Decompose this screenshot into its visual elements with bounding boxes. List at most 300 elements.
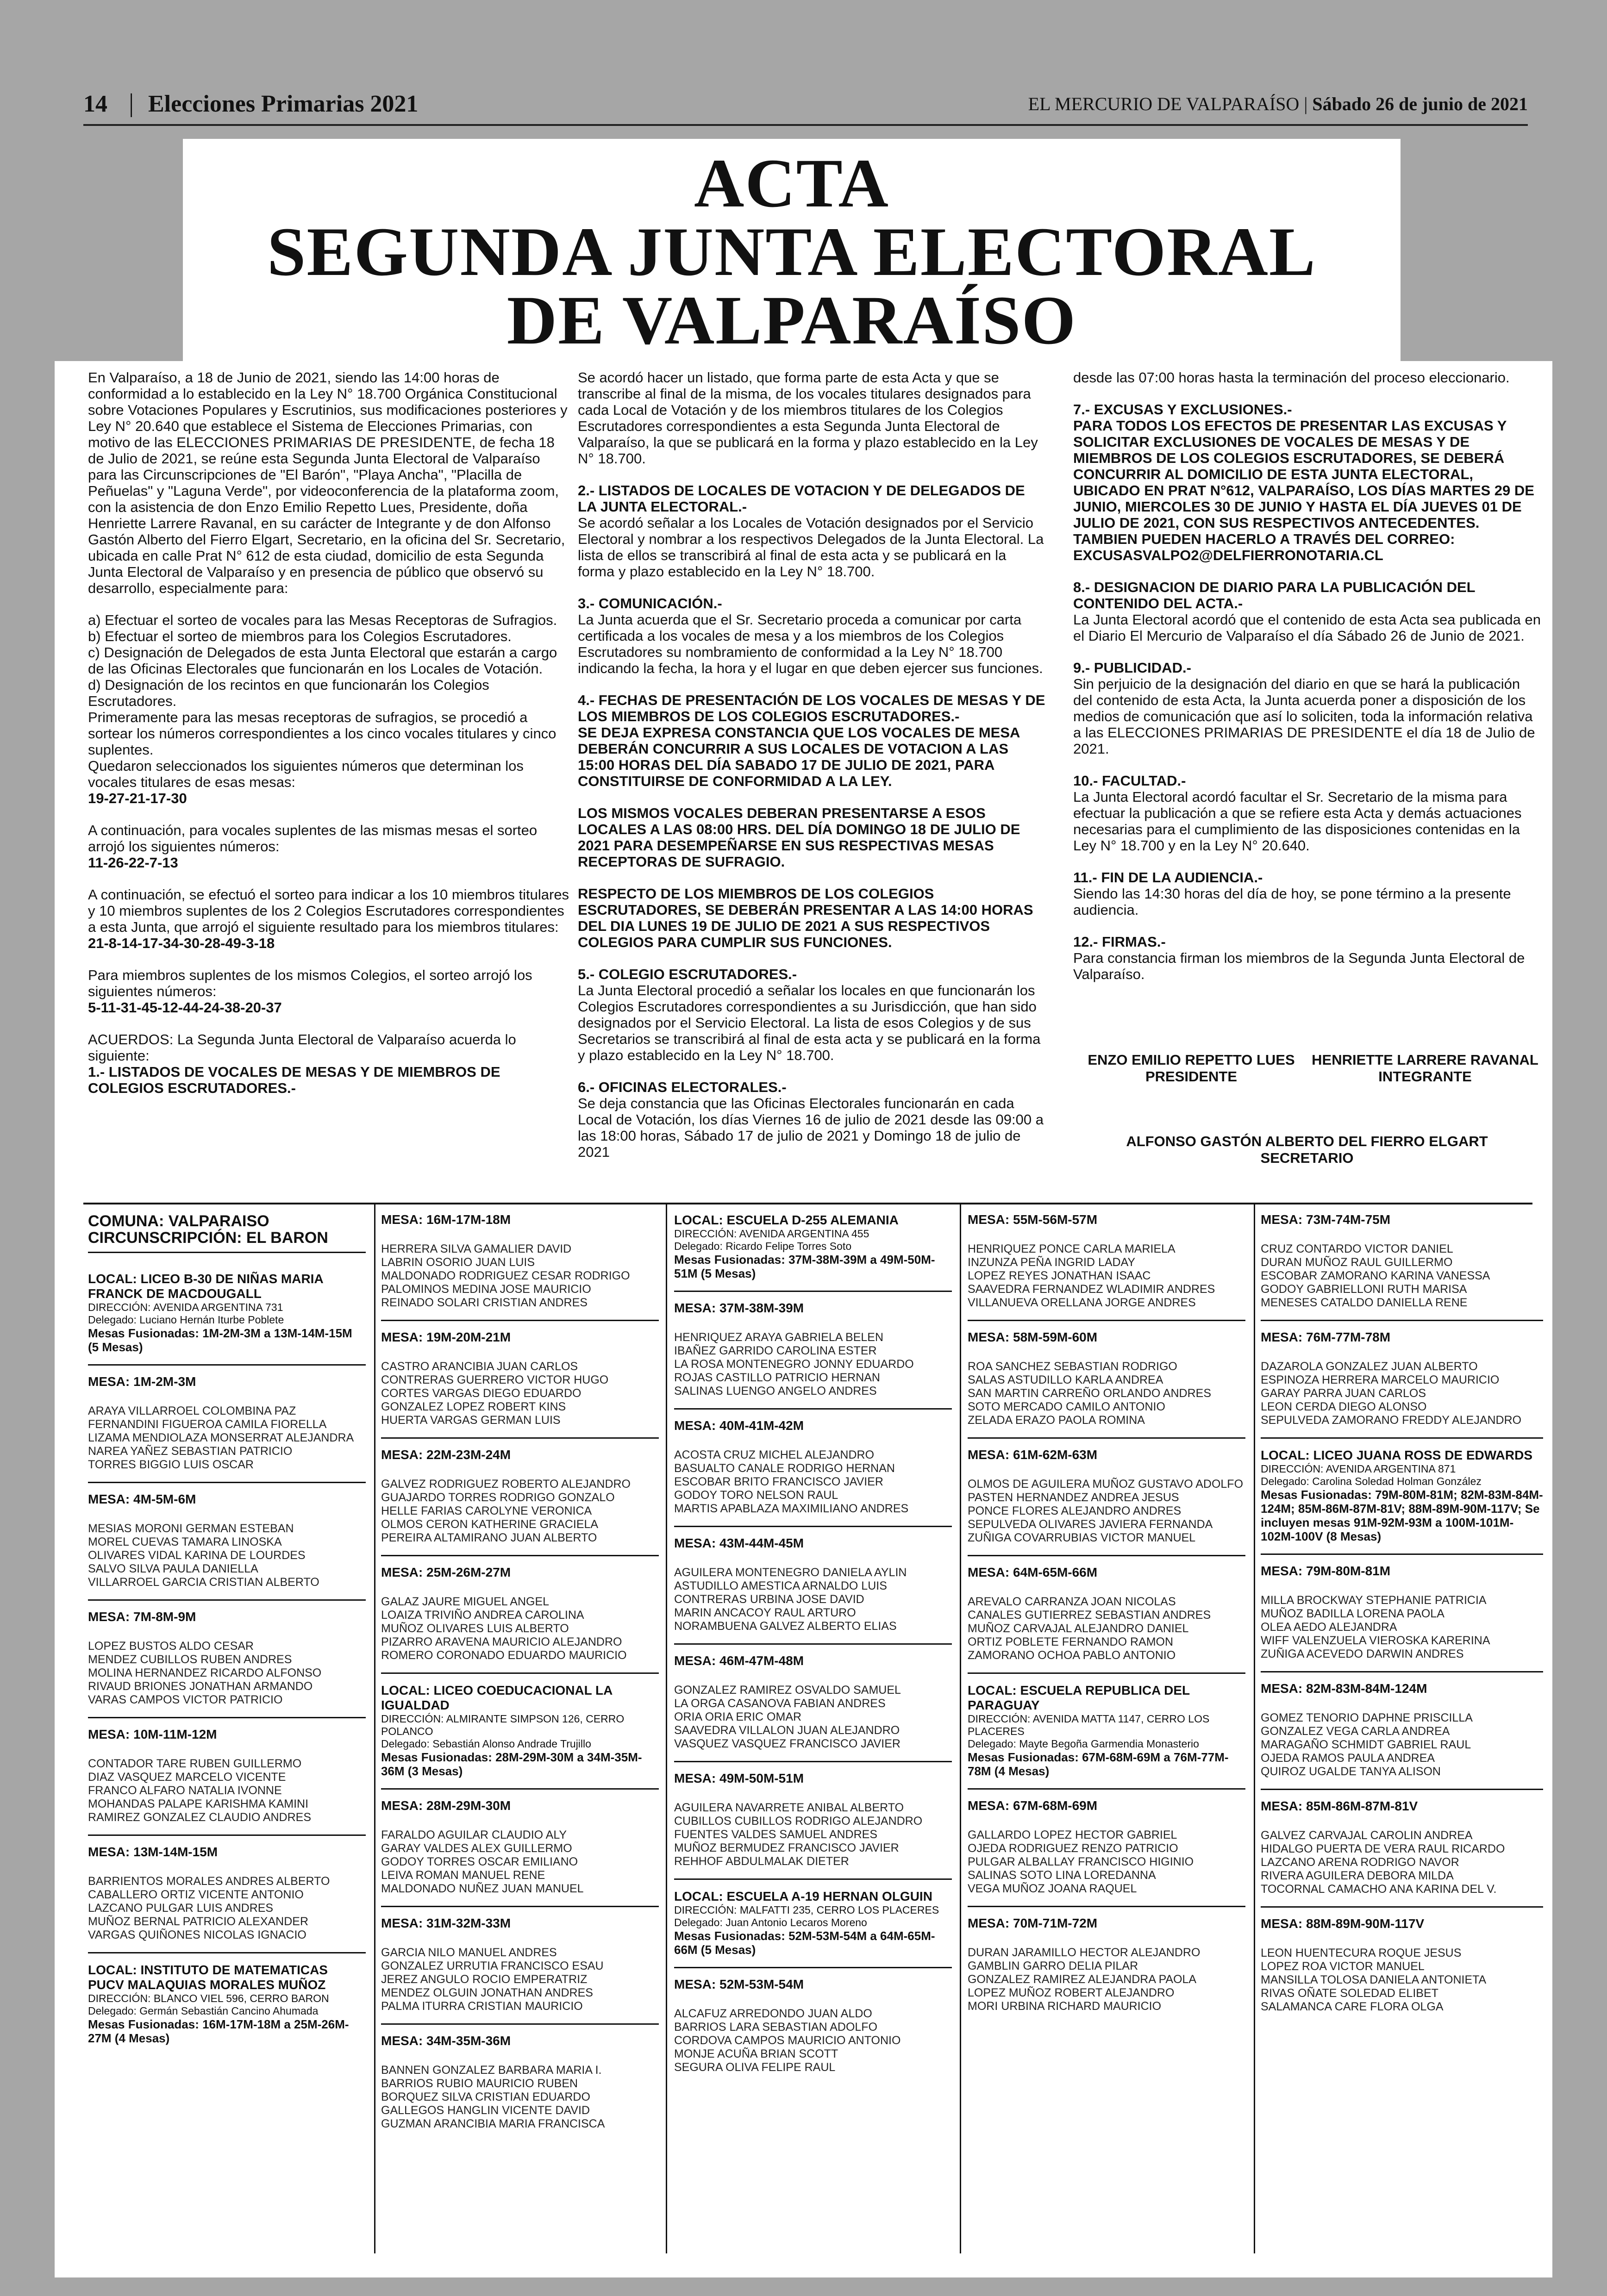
mesa-block xyxy=(381,2034,659,2131)
divider xyxy=(1261,1789,1543,1790)
mesa-block xyxy=(1261,1917,1543,2014)
mesa-block xyxy=(674,1536,952,1633)
local-block xyxy=(88,1963,366,2045)
local-block xyxy=(1261,1448,1543,1543)
mesas-fusionadas: Mesas Fusionadas: 37M-38M-39M a 49M-50M-51M (5 Mesas) xyxy=(674,1253,935,1280)
mesa-title: MESA: 46M-47M-48M xyxy=(674,1653,804,1668)
divider xyxy=(381,1906,659,1907)
vocal-name: MARTIS APABLAZA MAXIMILIANO ANDRES xyxy=(674,1502,909,1515)
vocal-name: PULGAR ALBALLAY FRANCISCO HIGINIO xyxy=(968,1855,1194,1868)
listing-column-3 xyxy=(674,1213,952,2074)
vocal-name: OLIVARES VIDAL KARINA DE LOURDES xyxy=(88,1549,306,1562)
numbers-colegios-suplentes: 5-11-31-45-12-44-24-38-20-37 xyxy=(88,999,282,1016)
vocal-name: RIVERA AGUILERA DEBORA MILDA xyxy=(1261,1869,1454,1882)
heading-8: 8.- DESIGNACION DE DIARIO PARA LA PUBLICACIÓN DEL CONTENIDO DEL ACTA.- xyxy=(1073,579,1476,611)
item-b: b) Efectuar el sorteo de miembros para los Colegios Escrutadores. xyxy=(88,628,512,644)
local-block xyxy=(674,1889,952,1957)
paragraph: Quedaron seleccionados los siguientes números que determinan los vocales titulares de esas mesas: xyxy=(88,758,524,790)
vocal-name: RAMIREZ GONZALEZ CLAUDIO ANDRES xyxy=(88,1811,312,1824)
vocal-name: SALAS ASTUDILLO KARLA ANDREA xyxy=(968,1373,1163,1386)
vocal-name: GALLEGOS HANGLIN VICENTE DAVID xyxy=(381,2104,590,2117)
vocal-name: MENDEZ CUBILLOS RUBEN ANDRES xyxy=(88,1653,292,1666)
vocal-name: ZUÑIGA COVARRUBIAS VICTOR MANUEL xyxy=(968,1531,1196,1544)
local-delegate: Delegado: Sebastián Alonso Andrade Trujillo xyxy=(381,1738,591,1750)
vocal-name: BANNEN GONZALEZ BARBARA MARIA I. xyxy=(381,2064,602,2077)
local-block xyxy=(88,1272,366,1354)
vocal-name: GODOY TORRES OSCAR EMILIANO xyxy=(381,1855,578,1868)
vocal-name: MONJE ACUÑA BRIAN SCOTT xyxy=(674,2047,838,2060)
vocal-name: ESCOBAR ZAMORANO KARINA VANESSA xyxy=(1261,1269,1490,1282)
column-divider xyxy=(960,1203,961,2253)
vocal-name: BASUALTO CANALE RODRIGO HERNAN xyxy=(674,1462,895,1475)
vocal-name: GALVEZ CARVAJAL CAROLIN ANDREA xyxy=(1261,1829,1473,1842)
newspaper-name: EL MERCURIO DE VALPARAÍSO xyxy=(1028,94,1300,114)
vocal-name: LAZCANO PULGAR LUIS ANDRES xyxy=(88,1902,274,1915)
mesas-fusionadas: Mesas Fusionadas: 16M-17M-18M a 25M-26M-27M (4 Mesas) xyxy=(88,2017,349,2045)
local-title: LOCAL: LICEO B-30 DE NIÑAS MARIA FRANCK DE MACDOUGALL xyxy=(88,1272,323,1301)
local-address: DIRECCIÓN: ALMIRANTE SIMPSON 126, CERRO POLANCO xyxy=(381,1713,625,1737)
divider xyxy=(88,1252,366,1253)
mesa-block xyxy=(968,1448,1245,1545)
mesa-block xyxy=(381,1916,659,2013)
paragraph: A continuación, se efectuó el sorteo para indicar a los 10 miembros titulares y 10 miembros suplentes de los 2 Colegios Escrutadores correspondientes a esta Junta, que arrojó el siguiente resultado para los miembros titulares: xyxy=(88,886,569,935)
vocal-name: ESPINOZA HERRERA MARCELO MAURICIO xyxy=(1261,1373,1500,1386)
divider xyxy=(1261,1554,1543,1555)
vocal-name: ZELADA ERAZO PAOLA ROMINA xyxy=(968,1414,1145,1427)
notice-colegios: RESPECTO DE LOS MIEMBROS DE LOS COLEGIOS ESCRUTADORES, SE DEBERÁN PRESENTAR A LAS 14:00 HORAS DEL DIA LUNES 19 DE JULIO DE 2021 A SUS RESPECTIVOS COLEGIOS PARA CUMPLIR SUS FUNCIONES. xyxy=(578,886,1033,950)
local-block xyxy=(968,1683,1245,1778)
divider xyxy=(1261,1437,1543,1439)
mesa-title: MESA: 79M-80M-81M xyxy=(1261,1564,1391,1578)
mesa-block xyxy=(968,1916,1245,2013)
vocal-name: MARIN ANCACOY RAUL ARTURO xyxy=(674,1606,856,1619)
mesa-block xyxy=(674,1654,952,1751)
mesa-title: MESA: 55M-56M-57M xyxy=(968,1212,1098,1227)
numbers-colegios-titulares: 21-8-14-17-34-30-28-49-3-18 xyxy=(88,935,275,951)
local-address: DIRECCIÓN: AVENIDA ARGENTINA 871 xyxy=(1261,1463,1456,1475)
mesa-title: MESA: 88M-89M-90M-117V xyxy=(1261,1916,1425,1931)
heading-1: 1.- LISTADOS DE VOCALES DE MESAS Y DE MIEMBROS DE COLEGIOS ESCRUTADORES.- xyxy=(88,1064,500,1096)
mesa-block xyxy=(88,1845,366,1942)
vocal-name: IBAÑEZ GARRIDO CAROLINA ESTER xyxy=(674,1344,877,1357)
vocal-name: TORRES BIGGIO LUIS OSCAR xyxy=(88,1458,254,1471)
document-body xyxy=(55,361,1552,2277)
vocal-name: MANSILLA TOLOSA DANIELA ANTONIETA xyxy=(1261,1973,1487,1986)
vocal-name: LOPEZ BUSTOS ALDO CESAR xyxy=(88,1640,254,1653)
vocal-name: OJEDA RAMOS PAULA ANDREA xyxy=(1261,1752,1435,1765)
mesas-fusionadas: Mesas Fusionadas: 1M-2M-3M a 13M-14M-15M (5 Mesas) xyxy=(88,1326,352,1354)
vocal-name: PASTEN HERNANDEZ ANDREA JESUS xyxy=(968,1491,1179,1504)
mesa-block xyxy=(381,1566,659,1662)
divider xyxy=(968,1437,1245,1439)
vocal-name: ESCOBAR BRITO FRANCISCO JAVIER xyxy=(674,1475,883,1488)
vocal-name: VEGA MUÑOZ JOANA RAQUEL xyxy=(968,1882,1137,1895)
local-delegate: Delegado: Mayte Begoña Garmendia Monasterio xyxy=(968,1738,1199,1750)
mesa-title: MESA: 10M-11M-12M xyxy=(88,1727,217,1741)
paragraph: Se acordó hacer un listado, que forma parte de esta Acta y que se transcribe al final de la misma, de los vocales titulares designados para cada Local de Votación y de los miembros titulares de los Colegios Escrutadores correspondientes a esta Segunda Junta Electoral de Valparaíso, la que se publicará en la forma y plazo establecido en la Ley N° 18.700. xyxy=(578,369,1038,467)
mesas-fusionadas: Mesas Fusionadas: 79M-80M-81M; 82M-83M-84M-124M; 85M-86M-87M-81V; 88M-89M-90M-117V; Se incluyen mesas 91M-92M-93M a 100M-101M-102M-100V (8 Mesas) xyxy=(1261,1488,1543,1543)
local-title: LOCAL: INSTITUTO DE MATEMATICAS PUCV MALAQUIAS MORALES MUÑOZ xyxy=(88,1963,328,1992)
vocal-name: QUIROZ UGALDE TANYA ALISON xyxy=(1261,1765,1441,1778)
mesa-title: MESA: 4M-5M-6M xyxy=(88,1492,196,1506)
signature-integrante xyxy=(1305,1052,1545,1085)
local-delegate: Delegado: Ricardo Felipe Torres Soto xyxy=(674,1240,852,1252)
vocal-name: ZUÑIGA ACEVEDO DARWIN ANDRES xyxy=(1261,1647,1464,1660)
vocal-name: CUBILLOS CUBILLOS RODRIGO ALEJANDRO xyxy=(674,1815,923,1828)
vocal-name: DIAZ VASQUEZ MARCELO VICENTE xyxy=(88,1771,286,1784)
mesa-block xyxy=(968,1799,1245,1896)
vocal-name: SOTO MERCADO CAMILO ANTONIO xyxy=(968,1400,1165,1413)
vocal-name: LA ROSA MONTENEGRO JONNY EDUARDO xyxy=(674,1358,914,1371)
mesa-block xyxy=(1261,1799,1543,1896)
title-line-3: DE VALPARAÍSO xyxy=(506,282,1077,359)
local-block xyxy=(381,1683,659,1778)
vocal-name: ACOSTA CRUZ MICHEL ALEJANDRO xyxy=(674,1448,875,1461)
listing-column-5 xyxy=(1261,1213,1543,2014)
paragraph: Primeramente para las mesas receptoras de sufragios, se procedió a sortear los números correspondientes a los cinco vocales titulares y cinco suplentes. xyxy=(88,709,557,758)
vocal-name: LEON CERDA DIEGO ALONSO xyxy=(1261,1400,1427,1413)
vocal-name: MORI URBINA RICHARD MAURICIO xyxy=(968,2000,1162,2013)
divider xyxy=(88,1834,366,1836)
vocal-name: MOREL CUEVAS TAMARA LINOSKA xyxy=(88,1535,282,1548)
paragraph: La Junta Electoral procedió a señalar los locales en que funcionarán los Colegios Escrutadores correspondientes a su Jurisdicción, que han sido designados por el Servicio Electoral. La lista de esos Colegios y de sus Secretarios se transcribirá al final de esta acta y se publicará en la forma y plazo establecido en la Ley N° 18.700. xyxy=(578,982,1041,1063)
vocal-name: LA ORGA CASANOVA FABIAN ANDRES xyxy=(674,1697,886,1710)
notice-vocales: SE DEJA EXPRESA CONSTANCIA QUE LOS VOCALES DE MESA DEBERÁN CONCURRIR A SUS LOCALES DE VOTACION A LAS 15:00 HORAS DEL DÍA SABADO 17 DE JULIO DE 2021, PARA CONSTITUIRSE DE CONFORMIDAD A LA LEY. xyxy=(578,724,1020,789)
vocal-name: LOPEZ ROA VICTOR MANUEL xyxy=(1261,1960,1425,1973)
paragraph: Se deja constancia que las Oficinas Electorales funcionarán en cada Local de Votación, los días Viernes 16 de julio de 2021 desde las 09:00 a las 18:00 horas, Sábado 17 de julio de 2021 y Domingo 18 de julio de 2021 xyxy=(578,1095,1044,1160)
vocal-name: SALINAS LUENGO ANGELO ANDRES xyxy=(674,1385,877,1398)
mesa-block xyxy=(1261,1213,1543,1310)
vocal-name: SEPULVEDA ZAMORANO FREDDY ALEJANDRO xyxy=(1261,1414,1522,1427)
vocal-name: VILLARROEL GARCIA CRISTIAN ALBERTO xyxy=(88,1576,319,1589)
mesa-block xyxy=(381,1799,659,1896)
vocal-name: REINADO SOLARI CRISTIAN ANDRES xyxy=(381,1296,588,1309)
mesa-title: MESA: 31M-32M-33M xyxy=(381,1916,511,1930)
local-title: LOCAL: ESCUELA REPUBLICA DEL PARAGUAY xyxy=(968,1683,1190,1712)
vocal-name: GARAY PARRA JUAN CARLOS xyxy=(1261,1387,1426,1400)
mesa-title: MESA: 64M-65M-66M xyxy=(968,1565,1098,1579)
paragraph: A continuación, para vocales suplentes de las mismas mesas el sorteo arrojó los siguientes números: xyxy=(88,822,538,855)
local-title: LOCAL: ESCUELA D-255 ALEMANIA xyxy=(674,1213,899,1227)
vocal-name: ORIA ORIA ERIC OMAR xyxy=(674,1710,802,1723)
vocal-name: LIZAMA MENDIOLAZA MONSERRAT ALEJANDRA xyxy=(88,1431,354,1444)
vocal-name: MALDONADO NUÑEZ JUAN MANUEL xyxy=(381,1882,584,1895)
mesa-block xyxy=(381,1330,659,1427)
mesa-title: MESA: 19M-20M-21M xyxy=(381,1330,511,1344)
vocal-name: FARALDO AGUILAR CLAUDIO ALY xyxy=(381,1828,567,1841)
vocal-name: PIZARRO ARAVENA MAURICIO ALEJANDRO xyxy=(381,1635,622,1648)
vocal-name: LEON HUENTECURA ROQUE JESUS xyxy=(1261,1947,1462,1959)
heading-3: 3.- COMUNICACIÓN.- xyxy=(578,595,722,611)
vocal-name: BORQUEZ SILVA CRISTIAN EDUARDO xyxy=(381,2090,590,2103)
vocal-name: GONZALEZ URRUTIA FRANCISCO ESAU xyxy=(381,1959,604,1972)
local-delegate: Delegado: Germán Sebastián Cancino Ahumada xyxy=(88,2005,319,2017)
vocal-name: SALAMANCA CARE FLORA OLGA xyxy=(1261,2000,1444,2013)
vocal-name: LOAIZA TRIVIÑO ANDREA CAROLINA xyxy=(381,1609,584,1622)
divider xyxy=(381,1320,659,1321)
vocal-name: LAZCANO ARENA RODRIGO NAVOR xyxy=(1261,1856,1459,1869)
divider xyxy=(88,1952,366,1953)
vocal-name: HERRERA SILVA GAMALIER DAVID xyxy=(381,1242,572,1255)
listing-column-1 xyxy=(88,1213,366,2045)
title-block xyxy=(183,139,1401,361)
signer-name: HENRIETTE LARRERE RAVANAL xyxy=(1312,1052,1538,1068)
vocal-name: AREVALO CARRANZA JOAN NICOLAS xyxy=(968,1595,1176,1608)
item-c: c) Designación de Delegados de esta Junta Electoral que estarán a cargo de las Oficinas Electorales que funcionarán en los Locales de Votación. xyxy=(88,644,557,677)
vocal-name: LEIVA ROMAN MANUEL RENE xyxy=(381,1869,545,1882)
divider xyxy=(1261,1906,1543,1908)
paragraph: Para miembros suplentes de los mismos Colegios, el sorteo arrojó los siguientes números: xyxy=(88,967,532,999)
vocal-name: AGUILERA MONTENEGRO DANIELA AYLIN xyxy=(674,1566,907,1579)
vocal-name: GONZALEZ RAMIREZ ALEJANDRA PAOLA xyxy=(968,1973,1197,1986)
vocal-name: CASTRO ARANCIBIA JUAN CARLOS xyxy=(381,1360,578,1373)
mesa-block xyxy=(1261,1564,1543,1661)
mesa-block xyxy=(88,1375,366,1472)
divider xyxy=(674,1526,952,1527)
signer-role: PRESIDENTE xyxy=(1145,1068,1238,1085)
vocal-name: CORTES VARGAS DIEGO EDUARDO xyxy=(381,1387,582,1400)
mesa-title: MESA: 76M-77M-78M xyxy=(1261,1330,1391,1344)
heading-4: 4.- FECHAS DE PRESENTACIÓN DE LOS VOCALES DE MESAS Y DE LOS MIEMBROS DE LOS COLEGIOS ESCRUTADORES.- xyxy=(578,692,1045,724)
column-divider xyxy=(1254,1203,1255,2253)
vocal-name: CORDOVA CAMPOS MAURICIO ANTONIO xyxy=(674,2034,901,2047)
mesa-title: MESA: 70M-71M-72M xyxy=(968,1916,1098,1930)
divider xyxy=(968,1672,1245,1674)
vocal-name: SAAVEDRA FERNANDEZ WLADIMIR ANDRES xyxy=(968,1283,1215,1296)
mesa-title: MESA: 28M-29M-30M xyxy=(381,1798,511,1813)
mesa-block xyxy=(674,1772,952,1868)
vocal-name: FRANCO ALFARO NATALIA IVONNE xyxy=(88,1784,282,1797)
divider xyxy=(381,1555,659,1556)
vocal-name: HIDALGO PUERTA DE VERA RAUL RICARDO xyxy=(1261,1842,1505,1855)
mesa-block xyxy=(381,1448,659,1545)
publication-date: Sábado 26 de junio de 2021 xyxy=(1312,94,1528,114)
divider xyxy=(674,1967,952,1968)
vocal-name: MARAGAÑO SCHMIDT GABRIEL RAUL xyxy=(1261,1738,1471,1751)
mesa-title: MESA: 67M-68M-69M xyxy=(968,1798,1098,1813)
vocal-name: OLMOS CERON KATHERINE GRACIELA xyxy=(381,1518,599,1531)
mesa-title: MESA: 22M-23M-24M xyxy=(381,1447,511,1462)
divider xyxy=(1261,1320,1543,1321)
mesa-title: MESA: 25M-26M-27M xyxy=(381,1565,511,1579)
local-title: LOCAL: LICEO JUANA ROSS DE EDWARDS xyxy=(1261,1448,1532,1462)
vocal-name: MUÑOZ BERNAL PATRICIO ALEXANDER xyxy=(88,1915,309,1928)
vocal-name: FERNANDINI FIGUEROA CAMILA FIORELLA xyxy=(88,1418,327,1431)
vocal-name: LOPEZ MUÑOZ ROBERT ALEJANDRO xyxy=(968,1986,1175,1999)
vocal-name: NAREA YAÑEZ SEBASTIAN PATRICIO xyxy=(88,1445,293,1458)
vocal-name: PONCE FLORES ALEJANDRO ANDRES xyxy=(968,1504,1182,1517)
text-column-1 xyxy=(88,369,569,1096)
vocal-name: HENRIQUEZ ARAYA GABRIELA BELEN xyxy=(674,1331,884,1344)
comuna-label: COMUNA: VALPARAISO xyxy=(88,1212,269,1230)
mesa-block xyxy=(1261,1682,1543,1778)
vocal-name: ZAMORANO OCHOA PABLO ANTONIO xyxy=(968,1649,1176,1662)
mesas-fusionadas: Mesas Fusionadas: 52M-53M-54M a 64M-65M-66M (5 Mesas) xyxy=(674,1929,935,1957)
vocal-name: SEPULVEDA OLIVARES JAVIERA FERNANDA xyxy=(968,1518,1213,1531)
local-address: DIRECCIÓN: MALFATTI 235, CERRO LOS PLACERES xyxy=(674,1904,939,1916)
vocal-name: LABRIN OSORIO JUAN LUIS xyxy=(381,1256,535,1269)
mesa-title: MESA: 52M-53M-54M xyxy=(674,1977,804,1991)
circunscripcion-label: CIRCUNSCRIPCIÓN: EL BARON xyxy=(88,1229,328,1247)
vocal-name: OLMOS DE AGUILERA MUÑOZ GUSTAVO ADOLFO xyxy=(968,1478,1244,1491)
mesa-block xyxy=(674,1978,952,2074)
mesa-title: MESA: 40M-41M-42M xyxy=(674,1418,804,1433)
header-separator: | xyxy=(129,89,134,118)
vocal-name: GONZALEZ RAMIREZ OSVALDO SAMUEL xyxy=(674,1684,901,1697)
vocal-name: GONZALEZ VEGA CARLA ANDREA xyxy=(1261,1725,1450,1738)
mesa-title: MESA: 37M-38M-39M xyxy=(674,1301,804,1315)
divider xyxy=(88,1482,366,1483)
mesa-block xyxy=(968,1566,1245,1662)
vocal-name: ORTIZ POBLETE FERNANDO RAMON xyxy=(968,1635,1174,1648)
local-address: DIRECCIÓN: AVENIDA ARGENTINA 455 xyxy=(674,1228,869,1240)
column-divider xyxy=(374,1203,375,2253)
divider xyxy=(381,1672,659,1674)
vocal-name: TOCORNAL CAMACHO ANA KARINA DEL V. xyxy=(1261,1883,1497,1896)
page-header xyxy=(83,90,1528,123)
mesa-block xyxy=(968,1213,1245,1310)
vocal-name: GALLARDO LOPEZ HECTOR GABRIEL xyxy=(968,1828,1177,1841)
item-a: a) Efectuar el sorteo de vocales para las Mesas Receptoras de Sufragios. xyxy=(88,612,557,628)
vocal-name: ASTUDILLO AMESTICA ARNALDO LUIS xyxy=(674,1579,887,1592)
mesa-title: MESA: 16M-17M-18M xyxy=(381,1212,511,1227)
heading-6: 6.- OFICINAS ELECTORALES.- xyxy=(578,1079,787,1095)
vocal-name: AGUILERA NAVARRETE ANIBAL ALBERTO xyxy=(674,1801,904,1814)
page-number: 14 xyxy=(83,91,107,117)
mesa-title: MESA: 1M-2M-3M xyxy=(88,1374,196,1389)
vocal-name: RIVAUD BRIONES JONATHAN ARMANDO xyxy=(88,1680,313,1693)
paragraph: La Junta Electoral acordó facultar el Sr. Secretario de la misma para efectuar la publicación a que se refiere esta Acta y demás actuaciones necesarias para el cumplimiento de las disposiciones contenidas en la Ley N° 18.700 y en la Ley N° 20.640. xyxy=(1073,789,1522,854)
divider xyxy=(88,1599,366,1601)
vocal-name: BARRIENTOS MORALES ANDRES ALBERTO xyxy=(88,1875,330,1888)
vocal-name: GALVEZ RODRIGUEZ ROBERTO ALEJANDRO xyxy=(381,1478,631,1491)
mesa-title: MESA: 82M-83M-84M-124M xyxy=(1261,1681,1427,1696)
divider xyxy=(381,1788,659,1790)
divider xyxy=(674,1878,952,1880)
divider xyxy=(674,1761,952,1762)
vocal-name: GODOY TORO NELSON RAUL xyxy=(674,1489,838,1502)
vocal-name: CONTRERAS GUERRERO VICTOR HUGO xyxy=(381,1373,609,1386)
column-divider xyxy=(666,1203,667,2253)
vocal-name: VILLANUEVA ORELLANA JORGE ANDRES xyxy=(968,1296,1196,1309)
vocal-name: GOMEZ TENORIO DAPHNE PRISCILLA xyxy=(1261,1711,1473,1724)
vocal-name: MUÑOZ BADILLA LORENA PAOLA xyxy=(1261,1607,1444,1620)
mesa-block xyxy=(674,1419,952,1516)
vocal-name: PEREIRA ALTAMIRANO JUAN ALBERTO xyxy=(381,1531,597,1544)
signature-secretario xyxy=(1073,1133,1541,1167)
vocal-name: MUÑOZ BERMUDEZ FRANCISCO JAVIER xyxy=(674,1841,899,1854)
vocal-name: VARGAS QUIÑONES NICOLAS IGNACIO xyxy=(88,1928,306,1941)
mesa-block xyxy=(674,1301,952,1398)
mesa-block xyxy=(88,1610,366,1707)
mesas-fusionadas: Mesas Fusionadas: 67M-68M-69M a 76M-77M-78M (4 Mesas) xyxy=(968,1750,1229,1778)
vocal-name: GARCIA NILO MANUEL ANDRES xyxy=(381,1946,557,1959)
vocal-name: GALAZ JAURE MIGUEL ANGEL xyxy=(381,1595,550,1608)
listing-column-4 xyxy=(968,1213,1245,2013)
vocal-name: MALDONADO RODRIGUEZ CESAR RODRIGO xyxy=(381,1269,630,1282)
paragraph: Se acordó señalar a los Locales de Votación designados por el Servicio Electoral y nombrar a los respectivos Delegados de la Junta Electoral. La lista de ellos se transcribirá al final de esta acta y se publicará en la forma y plazo establecido en la Ley N° 18.700. xyxy=(578,515,1044,580)
title-line-2: SEGUNDA JUNTA ELECTORAL xyxy=(267,213,1316,290)
vocal-name: RIVAS OÑATE SOLEDAD ELIBET xyxy=(1261,1987,1438,2000)
vocal-name: GODOY GABRIELLONI RUTH MARISA xyxy=(1261,1283,1467,1296)
vocal-name: SEGURA OLIVA FELIPE RAUL xyxy=(674,2061,836,2074)
vocal-name: CABALLERO ORTIZ VICENTE ANTONIO xyxy=(88,1888,304,1901)
divider xyxy=(968,1788,1245,1790)
divider xyxy=(674,1643,952,1645)
signature-presidente xyxy=(1071,1052,1312,1085)
notice-excusas: PARA TODOS LOS EFECTOS DE PRESENTAR LAS EXCUSAS Y SOLICITAR EXCLUSIONES DE VOCALES DE MESAS Y DE MIEMBROS DE LOS COLEGIOS ESCRUTADORES, SE DEBERÁ CONCURRIR AL DOMICILIO DE ESTA JUNTA ELECTORAL, UBICADO EN PRAT N°612, VALPARAÍSO, LOS DÍAS MARTES 29 DE JUNIO, MIERCOLES 30 DE JUNIO Y HASTA EL DÍA JUEVES 01 DE JULIO DE 2021, CON SUS RESPECTIVOS ANTECEDENTES. TAMBIEN PUEDEN HACERLO A TRAVÉS DEL CORREO: EXCUSASVALPO2@DELFIERRONOTARIA.CL xyxy=(1073,418,1534,563)
section-title: Elecciones Primarias 2021 xyxy=(148,91,419,117)
paragraph: Sin perjuicio de la designación del diario en que se hará la publicación del contenido de esta Acta, la Junta acuerda poner a disposición de los medios de comunicación que así lo soliciten, toda la información relativa a las ELECCIONES PRIMARIAS DE PRESIDENTE el día 18 de Julio de 2021. xyxy=(1073,676,1535,757)
mesa-title: MESA: 61M-62M-63M xyxy=(968,1447,1098,1462)
mesa-title: MESA: 34M-35M-36M xyxy=(381,2034,511,2048)
mesa-title: MESA: 58M-59M-60M xyxy=(968,1330,1098,1344)
mesa-title: MESA: 13M-14M-15M xyxy=(88,1845,218,1859)
vocal-name: FUENTES VALDES SAMUEL ANDRES xyxy=(674,1828,878,1841)
mesas-fusionadas: Mesas Fusionadas: 28M-29M-30M a 34M-35M-36M (3 Mesas) xyxy=(381,1750,642,1778)
vocal-name: OJEDA RODRIGUEZ RENZO PATRICIO xyxy=(968,1842,1178,1855)
vocal-name: GONZALEZ LOPEZ ROBERT KINS xyxy=(381,1400,566,1413)
paragraph: desde las 07:00 horas hasta la terminación del proceso eleccionario. xyxy=(1073,369,1510,386)
vocal-name: INZUNZA PEÑA INGRID LADAY xyxy=(968,1256,1136,1269)
vocal-name: LOPEZ REYES JONATHAN ISAAC xyxy=(968,1269,1151,1282)
mesa-title: MESA: 7M-8M-9M xyxy=(88,1610,196,1624)
divider xyxy=(968,1555,1245,1556)
local-address: DIRECCIÓN: BLANCO VIEL 596, CERRO BARON xyxy=(88,1992,329,2004)
vocal-name: CANALES GUTIERREZ SEBASTIAN ANDRES xyxy=(968,1609,1211,1622)
vocal-name: SALVO SILVA PAULA DANIELLA xyxy=(88,1562,258,1575)
mesa-title: MESA: 43M-44M-45M xyxy=(674,1536,804,1550)
divider xyxy=(381,2023,659,2025)
signer-role: SECRETARIO xyxy=(1260,1150,1354,1166)
vocal-name: ROJAS CASTILLO PATRICIO HERNAN xyxy=(674,1371,880,1384)
signer-name: ALFONSO GASTÓN ALBERTO DEL FIERRO ELGART xyxy=(1126,1133,1488,1149)
mesa-title: MESA: 49M-50M-51M xyxy=(674,1771,804,1785)
mesa-title: MESA: 73M-74M-75M xyxy=(1261,1212,1391,1227)
vocal-name: GUZMAN ARANCIBIA MARIA FRANCISCA xyxy=(381,2117,605,2130)
divider xyxy=(674,1408,952,1410)
vocal-name: MESIAS MORONI GERMAN ESTEBAN xyxy=(88,1522,294,1535)
item-d: d) Designación de los recintos en que funcionarán los Colegios Escrutadores. xyxy=(88,677,489,709)
heading-5: 5.- COLEGIO ESCRUTADORES.- xyxy=(578,966,797,982)
mesa-block xyxy=(1261,1330,1543,1427)
acuerdos-paragraph: ACUERDOS: La Segunda Junta Electoral de Valparaíso acuerda lo siguiente: xyxy=(88,1031,516,1064)
divider xyxy=(381,1437,659,1439)
vocal-name: MOLINA HERNANDEZ RICARDO ALFONSO xyxy=(88,1666,322,1679)
text-column-3 xyxy=(1073,369,1541,998)
heading-10: 10.- FACULTAD.- xyxy=(1073,773,1186,789)
vocal-name: HELLE FARIAS CAROLYNE VERONICA xyxy=(381,1504,592,1517)
heading-2: 2.- LISTADOS DE LOCALES DE VOTACION Y DE DELEGADOS DE LA JUNTA ELECTORAL.- xyxy=(578,482,1025,515)
listing-column-2 xyxy=(381,1213,659,2131)
vocal-name: MILLA BROCKWAY STEPHANIE PATRICIA xyxy=(1261,1594,1487,1607)
vocal-name: MENDEZ OLGUIN JONATHAN ANDRES xyxy=(381,1986,593,1999)
vocal-name: NORAMBUENA GALVEZ ALBERTO ELIAS xyxy=(674,1620,897,1633)
intro-paragraph: En Valparaíso, a 18 de Junio de 2021, siendo las 14:00 horas de conformidad a lo establecido en la Ley N° 18.700 Orgánica Constitucional sobre Votaciones Populares y Escrutinios, sus modificaciones posteriores y Ley N° 20.640 que establece el Sistema de Elecciones Primarias, con motivo de las ELECCIONES PRIMARIAS DE PRESIDENTE, de fecha 18 de Julio de 2021, se reúne esta Segunda Junta Electoral de Valparaíso para las Circunscripciones de "El Barón", "Playa Ancha", "Placilla de Peñuelas" y "Laguna Verde", por videoconferencia de la plataforma zoom, con la asistencia de don Enzo Emilio Repetto Lues, Presidente, doña Henriette Larrere Ravanal, en su carácter de Integrante y de don Alfonso Gastón Alberto del Fierro Elgart, Secretario, en la oficina del Sr. Secretario, ubicada en calle Prat N° 612 de esta ciudad, domicilio de esta Segunda Junta Electoral de Valparaíso y en presencia de público que observó su desarrollo, especialmente para: xyxy=(88,369,568,596)
title-line-1: ACTA xyxy=(694,145,889,222)
vocal-name: GARAY VALDES ALEX GUILLERMO xyxy=(381,1842,572,1855)
vocal-name: DURAN MUÑOZ RAUL GUILLERMO xyxy=(1261,1256,1453,1269)
divider xyxy=(88,1364,366,1366)
local-delegate: Delegado: Juan Antonio Lecaros Moreno xyxy=(674,1916,867,1928)
vocal-name: MUÑOZ CARVAJAL ALEJANDRO DANIEL xyxy=(968,1622,1189,1635)
local-address: DIRECCIÓN: AVENIDA ARGENTINA 731 xyxy=(88,1301,283,1313)
divider xyxy=(968,1906,1245,1907)
listing-top-rule xyxy=(83,1203,1532,1204)
local-title: LOCAL: LICEO COEDUCACIONAL LA IGUALDAD xyxy=(381,1683,613,1712)
mesa-block xyxy=(968,1330,1245,1427)
vocal-name: ROMERO CORONADO EDUARDO MAURICIO xyxy=(381,1649,627,1662)
